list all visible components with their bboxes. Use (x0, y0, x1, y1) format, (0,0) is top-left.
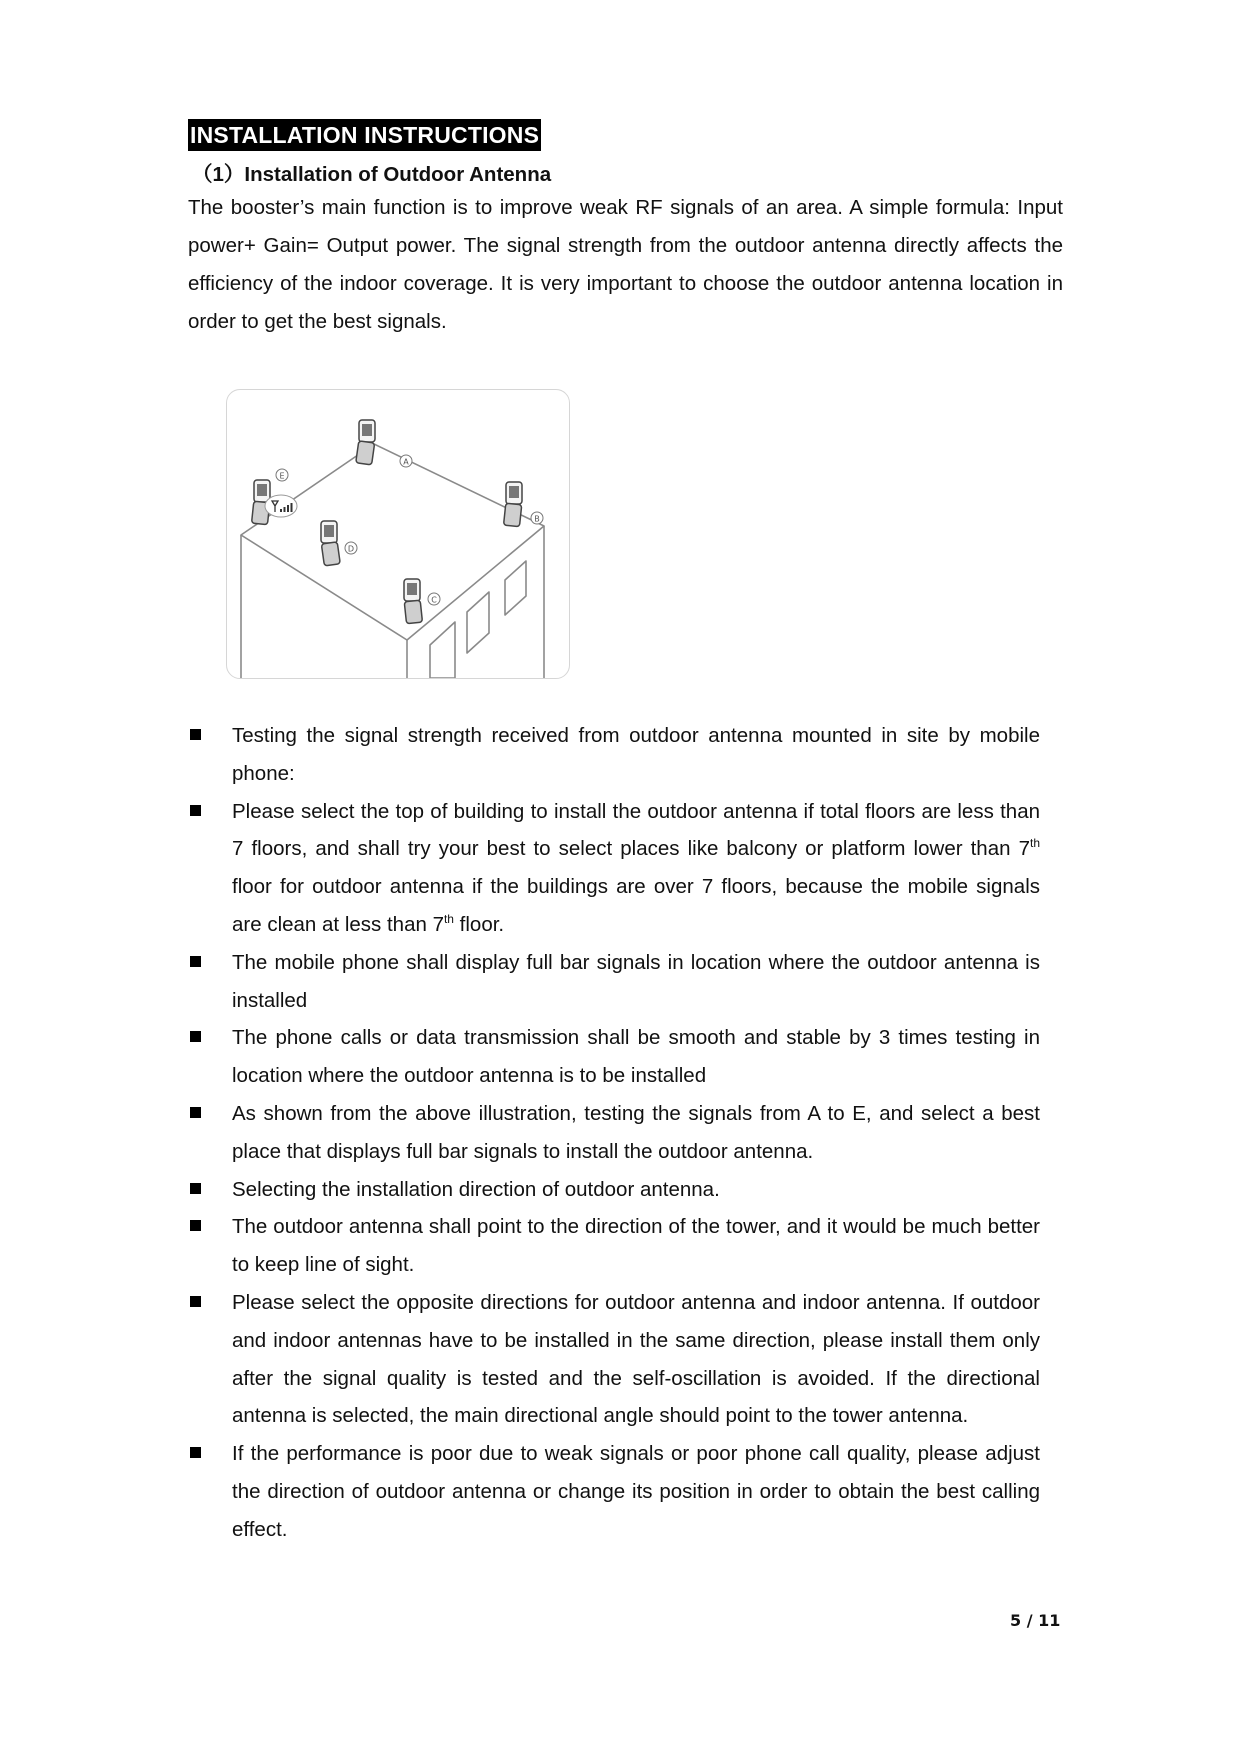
list-item: As shown from the above illustration, testing the signals from A to E, and select a best place that displays full bar signals to install the outdoor antenna. (188, 1095, 1040, 1171)
list-item: The mobile phone shall display full bar signals in location where the outdoor antenna is installed (188, 944, 1040, 1020)
phone-a-icon (356, 420, 375, 465)
signal-bars-icon (265, 495, 297, 517)
window-3 (505, 561, 526, 615)
label-e: E (279, 471, 285, 481)
label-b: B (534, 514, 540, 524)
phone-b-icon (504, 482, 522, 527)
window-1 (430, 622, 455, 678)
phone-d-icon (321, 521, 340, 566)
instruction-list (188, 717, 1040, 1549)
page-number: 5 / 11 (1010, 1611, 1061, 1630)
list-item: Selecting the installation direction of outdoor antenna. (188, 1171, 1040, 1209)
section-title: （1）Installation of Outdoor Antenna (192, 163, 552, 186)
intro-paragraph: The booster’s main function is to improve weak RF signals of an area. A simple formula: Input power+ Gain= Output power. The signal strength from the outdoor antenna directly affects the efficiency of the indoor coverage. It is very important to choose the outdoor antenna location in order to get the best signals. (188, 196, 1063, 333)
square-bullet-icon (190, 1031, 201, 1042)
label-d: D (347, 544, 355, 554)
rooftop-illustration (226, 389, 570, 679)
label-c: C (431, 595, 437, 605)
square-bullet-icon (190, 1220, 201, 1231)
list-item: Please select the top of building to install the outdoor antenna if total floors are less than 7 floors, and shall try your best to select places like balcony or platform lower than 7th floor for outdoor antenna if the buildings are over 7 floors, because the mobile signals are clean at less than 7th floor. (188, 793, 1040, 944)
square-bullet-icon (190, 805, 201, 816)
page-heading: INSTALLATION INSTRUCTIONS (188, 119, 541, 151)
square-bullet-icon (190, 1107, 201, 1118)
window-2 (467, 592, 489, 653)
square-bullet-icon (190, 956, 201, 967)
list-item: Testing the signal strength received from outdoor antenna mounted in site by mobile phone: (188, 717, 1040, 793)
list-item: If the performance is poor due to weak signals or poor phone call quality, please adjust the direction of outdoor antenna or change its position in order to obtain the best calling effect. (188, 1435, 1040, 1548)
square-bullet-icon (190, 1447, 201, 1458)
square-bullet-icon (190, 729, 201, 740)
square-bullet-icon (190, 1183, 201, 1194)
list-item: Please select the opposite directions for outdoor antenna and indoor antenna. If outdoor and indoor antennas have to be installed in the same direction, please install them only after the signal quality is tested and the self-oscillation is avoided. If the directional antenna is selected, the main directional angle should point to the tower antenna. (188, 1284, 1040, 1435)
phone-c-icon (404, 579, 422, 624)
list-item: The phone calls or data transmission shall be smooth and stable by 3 times testing in location where the outdoor antenna is to be installed (188, 1019, 1040, 1095)
square-bullet-icon (190, 1296, 201, 1307)
label-a: A (403, 457, 409, 467)
list-item: The outdoor antenna shall point to the direction of the tower, and it would be much better to keep line of sight. (188, 1208, 1040, 1284)
